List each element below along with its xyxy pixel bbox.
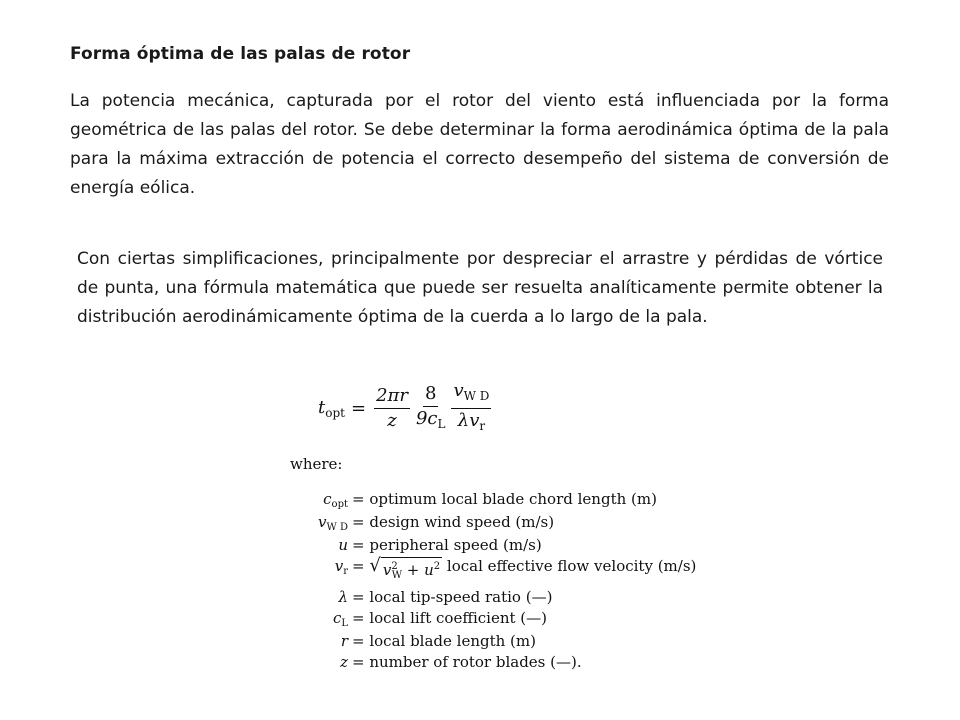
definition-v-wd: = design wind speed (m/s) [352, 513, 555, 531]
symbol-lambda: λ [338, 588, 348, 606]
symbol-u: u [338, 536, 348, 554]
definition-c-l: = local lift coefficient (—) [352, 609, 548, 627]
definition-v-r: = √ $v^2_W + u^2$ local effective flow velocity (m/s) [352, 557, 696, 585]
symbol-z: z [340, 653, 348, 671]
symbol-r: r [340, 632, 348, 650]
slide-heading: Forma óptima de las palas de rotor [70, 44, 411, 64]
intro-paragraph: La potencia mecánica, capturada por el rotor del viento está influenciada por la forma geométrica de las palas del rotor. Se debe determinar la forma aerodinámica óptima de la pala para la máxima extracción de potencia el correcto desempeño del sistema de conversión de energía eólica. [70, 91, 889, 198]
formula-equals: = [350, 398, 367, 419]
simplification-paragraph: Con ciertas simplificaciones, principalmente por despreciar el arrastre y pérdidas de vórtice de punta, una fórmula matemática que puede ser resuelta analíticamente permite obtener la distribución aerodinámicamente óptima de la cuerda a lo largo de la pala. [77, 249, 883, 327]
variable-definitions [300, 490, 696, 671]
fraction-2pi-r-over-z: $\frac{2\pi r}{z}$ [376, 385, 408, 431]
definition-u: = peripheral speed (m/s) [352, 536, 542, 554]
optimal-chord-formula [318, 381, 493, 436]
definition-lambda: = local tip-speed ratio (—) [352, 588, 553, 606]
where-label: where: [290, 455, 343, 473]
definition-r: = local blade length (m) [352, 632, 536, 650]
sqrt-expression: √ $v^2_W + u^2$ [369, 557, 442, 585]
fraction-vwd-over-lambda-vr: $\frac{v_{W D}}{\lambda v_r}$ [453, 380, 490, 433]
symbol-c-l: $c_L$ [332, 609, 348, 629]
definition-c-opt: = optimum local blade chord length (m) [352, 490, 657, 508]
definition-z: = number of rotor blades (—). [352, 653, 582, 671]
formula-lhs: $t_{opt}$ [318, 397, 345, 420]
fraction-8-over-9cl: $\frac{8}{9c_L}$ [415, 382, 446, 431]
symbol-v-wd: $v_{W D}$ [318, 513, 348, 533]
symbol-v-r: $v_r$ [334, 557, 348, 577]
symbol-c-opt: $c_{opt}$ [323, 490, 348, 510]
